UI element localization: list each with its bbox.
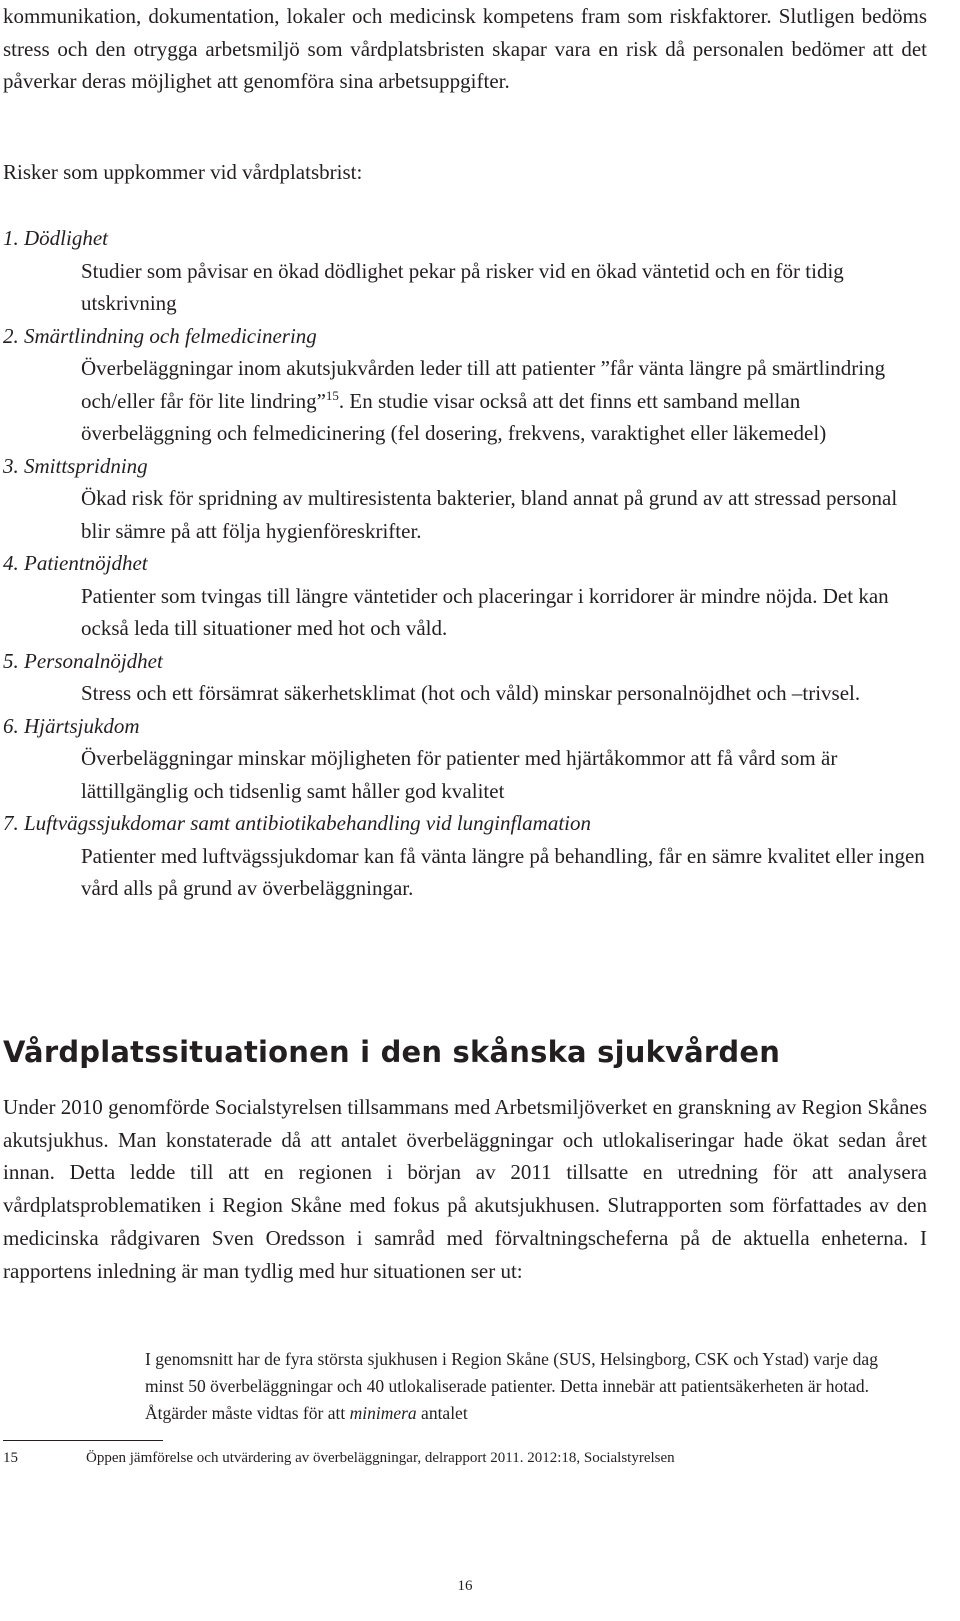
risks-heading: Risker som uppkommer vid vårdplatsbrist: xyxy=(3,160,363,184)
risk-title: 4. Patientnöjdhet xyxy=(3,551,148,575)
risk-item-patientnojdhet xyxy=(3,547,933,645)
risk-item-dodlighet xyxy=(3,222,933,320)
risk-title: 1. Dödlighet xyxy=(3,226,108,250)
quote-text: antalet xyxy=(416,1403,468,1423)
page-number: 16 xyxy=(457,1578,473,1594)
risk-item-smartlindning xyxy=(3,320,933,450)
risk-description: Överbeläggningar minskar möjligheten för patienter med hjärtåkommor att få vård som är lättillgänglig och tidsenlig samt håller god kvalitet xyxy=(81,746,838,803)
footnote-divider xyxy=(3,1440,163,1441)
risk-description: Patienter med luftvägssjukdomar kan få vänta längre på behandling, får en sämre kvalitet eller ingen vård alls på grund av överbeläggningar. xyxy=(81,843,925,900)
section-paragraph: Under 2010 genomförde Socialstyrelsen tillsammans med Arbetsmiljöverket en granskning av Region Skånes akutsjukhus. Man konstaterade då att antalet överbeläggningar och utlokaliseringar hade ökat sedan året innan. Detta ledde till att en regionen i början av 2011 tillsatte en utredning för att analysera vårdplatsproblematiken i Region Skåne med fokus på akutsjukhusen. Slutrapporten som författades av den medicinska rådgivaren Sven Oredsson i samråd med förvaltningscheferna på de aktuella enheterna. I rapportens inledning är man tydlig med hur situationen ser ut: xyxy=(3,1095,927,1283)
quote-text: I genomsnitt har de fyra största sjukhusen i Region Skåne (SUS, Helsingborg, CSK och Ystad) varje dag minst 50 överbeläggningar och 40 utlokaliserade patienter. Detta innebär att patientsäkerheten är hotad. Åtgärder måste vidtas för att xyxy=(145,1349,878,1423)
risk-title: 6. Hjärtsjukdom xyxy=(3,713,140,738)
footnote xyxy=(3,1447,933,1469)
risk-description-part: . En studie visar också att det finns ett samband mellan överbeläggning och felmedicinering (fel dosering, frekvens, varaktighet eller läkemedel) xyxy=(81,388,827,445)
risk-description xyxy=(81,352,931,450)
footnote-text: Öppen jämförelse och utvärdering av överbeläggningar, delrapport 2011. 2012:18, Socialstyrelsen xyxy=(86,1450,675,1466)
risk-title: 3. Smittspridning xyxy=(3,453,148,478)
risk-title: 7. Luftvägssjukdomar samt antibiotikabehandling vid lunginflamation xyxy=(3,811,591,835)
footnote-number: 15 xyxy=(3,1450,18,1466)
section-heading: Vårdplatssituationen i den skånska sjukvården xyxy=(3,1035,781,1069)
risk-item-personalnojdhet xyxy=(3,645,933,710)
risk-title: 5. Personalnöjdhet xyxy=(3,648,163,673)
risk-title: 2. Smärtlindning och felmedicinering xyxy=(3,323,317,348)
risk-item-luftvagssjukdomar xyxy=(3,807,933,905)
risk-list xyxy=(3,222,933,905)
risk-description: Stress och ett försämrat säkerhetsklimat (hot och våld) minskar personalnöjdhet och –trivsel. xyxy=(81,681,861,705)
risk-item-smittspridning xyxy=(3,450,933,548)
footnote-reference[interactable]: 15 xyxy=(325,387,339,403)
intro-paragraph: kommunikation, dokumentation, lokaler och medicinsk kompetens fram som riskfaktorer. Slutligen bedöms stress och den otrygga arbetsmiljö som vårdplatsbristen skapar vara en risk då personalen bedömer att det påverkar deras möjlighet att genomföra sina arbetsuppgifter. xyxy=(3,4,927,93)
risk-item-hjartsjukdom xyxy=(3,710,933,808)
risk-description: Ökad risk för spridning av multiresistenta bakterier, bland annat på grund av att stressad personal blir sämre på att följa hygienföreskrifter. xyxy=(81,486,898,543)
risk-description: Patienter som tvingas till längre väntetider och placeringar i korridorer är mindre nöjda. Det kan också leda till situationer med hot och våld. xyxy=(81,583,889,640)
quote-emphasis: minimera xyxy=(349,1403,417,1423)
risk-description: Studier som påvisar en ökad dödlighet pekar på risker vid en ökad väntetid och en för tidig utskrivning xyxy=(81,258,844,315)
report-quote xyxy=(145,1346,905,1427)
risk-description-part: Överbeläggningar inom akutsjukvården leder till att patienter ”får vänta längre på smärtlindring och/eller får för lite lindring” xyxy=(81,356,886,413)
